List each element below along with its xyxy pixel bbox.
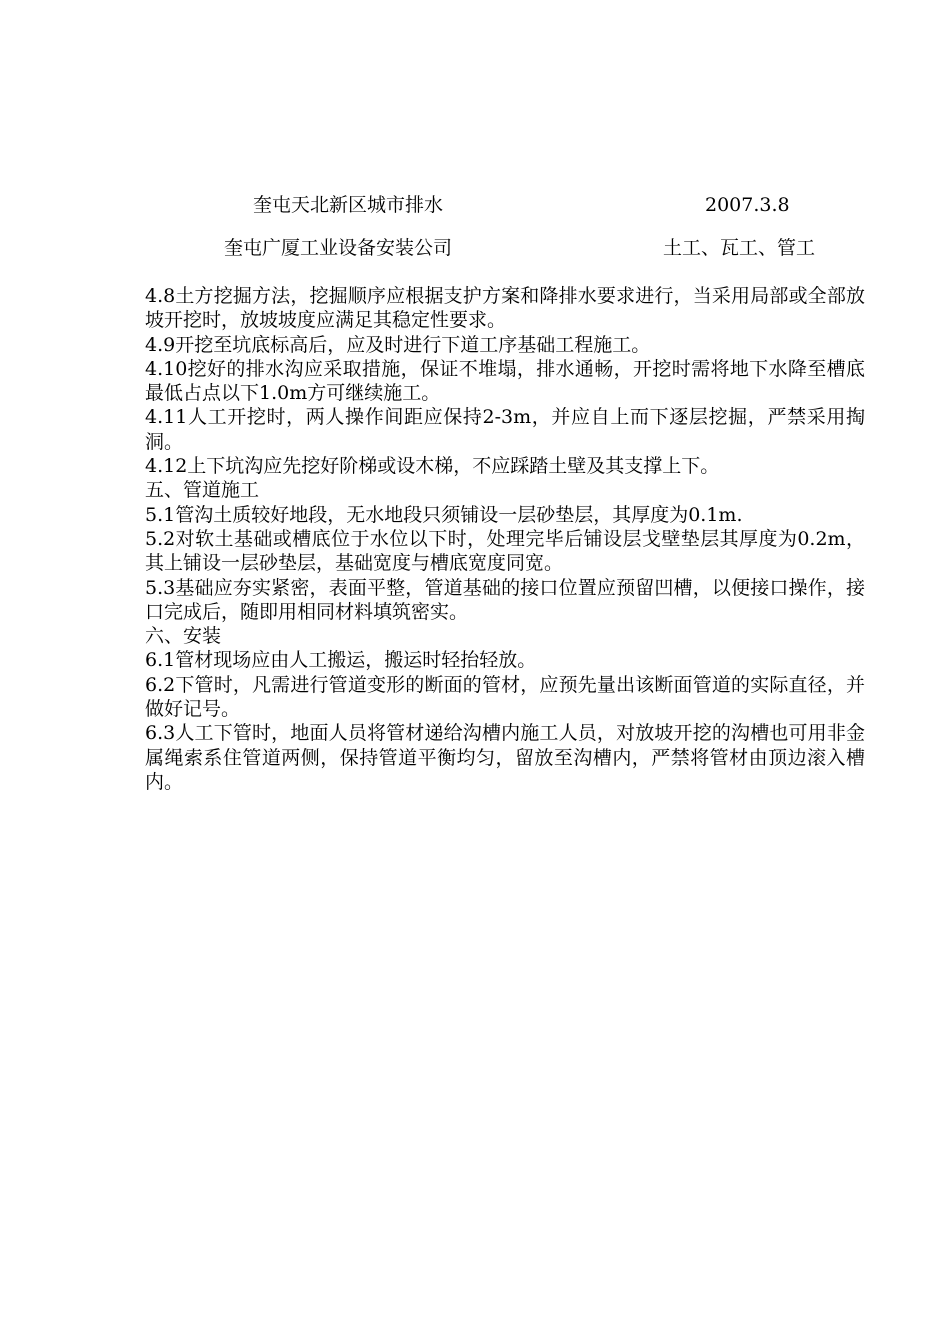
paragraph-6-3: 6.3人工下管时，地面人员将管材递给沟槽内施工人员，对放坡开挖的沟槽也可用非金属绳索系住管道两侧，保持管道平衡均匀，留放至沟槽内，严禁将管材由顶边滚入槽内。	[145, 722, 865, 793]
company-name: 奎屯广厦工业设备安装公司	[224, 237, 453, 259]
paragraph-5-1: 5.1管沟土质较好地段，无水地段只须铺设一层砂垫层，其厚度为0.1m.	[145, 503, 743, 526]
paragraph-5-3: 5.3基础应夯实紧密，表面平整，管道基础的接口位置应预留凹槽，以便接口操作，接口完成后，随即用相同材料填筑密实。	[145, 576, 865, 623]
paragraph-4-12: 4.12上下坑沟应先挖好阶梯或设木梯，不应踩踏土壁及其支撑上下。	[145, 455, 720, 478]
paragraph-4-9: 4.9开挖至坑底标高后，应及时进行下道工序基础工程施工。	[145, 333, 651, 356]
paragraph-5-2: 5.2对软土基础或槽底位于水位以下时，处理完毕后铺设层戈壁垫层其厚度为0.2m，其上铺设一层砂垫层，基础宽度与槽底宽度同宽。	[145, 527, 865, 575]
paragraph-4-11: 4.11人工开挖时，两人操作间距应保持2-3m，并应自上而下逐层挖掘，严禁采用掏洞。	[145, 406, 865, 453]
section-heading-6: 六、安装	[145, 625, 222, 648]
document-body	[145, 284, 865, 794]
paragraph-6-1: 6.1管材现场应由人工搬运，搬运时轻抬轻放。	[145, 649, 537, 672]
project-name: 奎屯天北新区城市排水	[253, 194, 444, 216]
section-heading-5: 五、管道施工	[145, 479, 260, 502]
paragraph-4-8: 4.8土方挖掘方法，挖掘顺序应根据支护方案和降排水要求进行，当采用局部或全部放坡开挖时，放坡坡度应满足其稳定性要求。	[145, 285, 865, 332]
paragraph-6-2: 6.2下管时，凡需进行管道变形的断面的管材，应预先量出该断面管道的实际直径，并做好记号。	[145, 673, 865, 721]
paragraph-4-10: 4.10挖好的排水沟应采取措施，保证不堆塌，排水通畅，开挖时需将地下水降至槽底最低占点以下1.0m方可继续施工。	[145, 357, 865, 405]
trades-list: 土工、瓦工、管工	[663, 237, 816, 259]
document-date: 2007.3.8	[705, 194, 790, 216]
